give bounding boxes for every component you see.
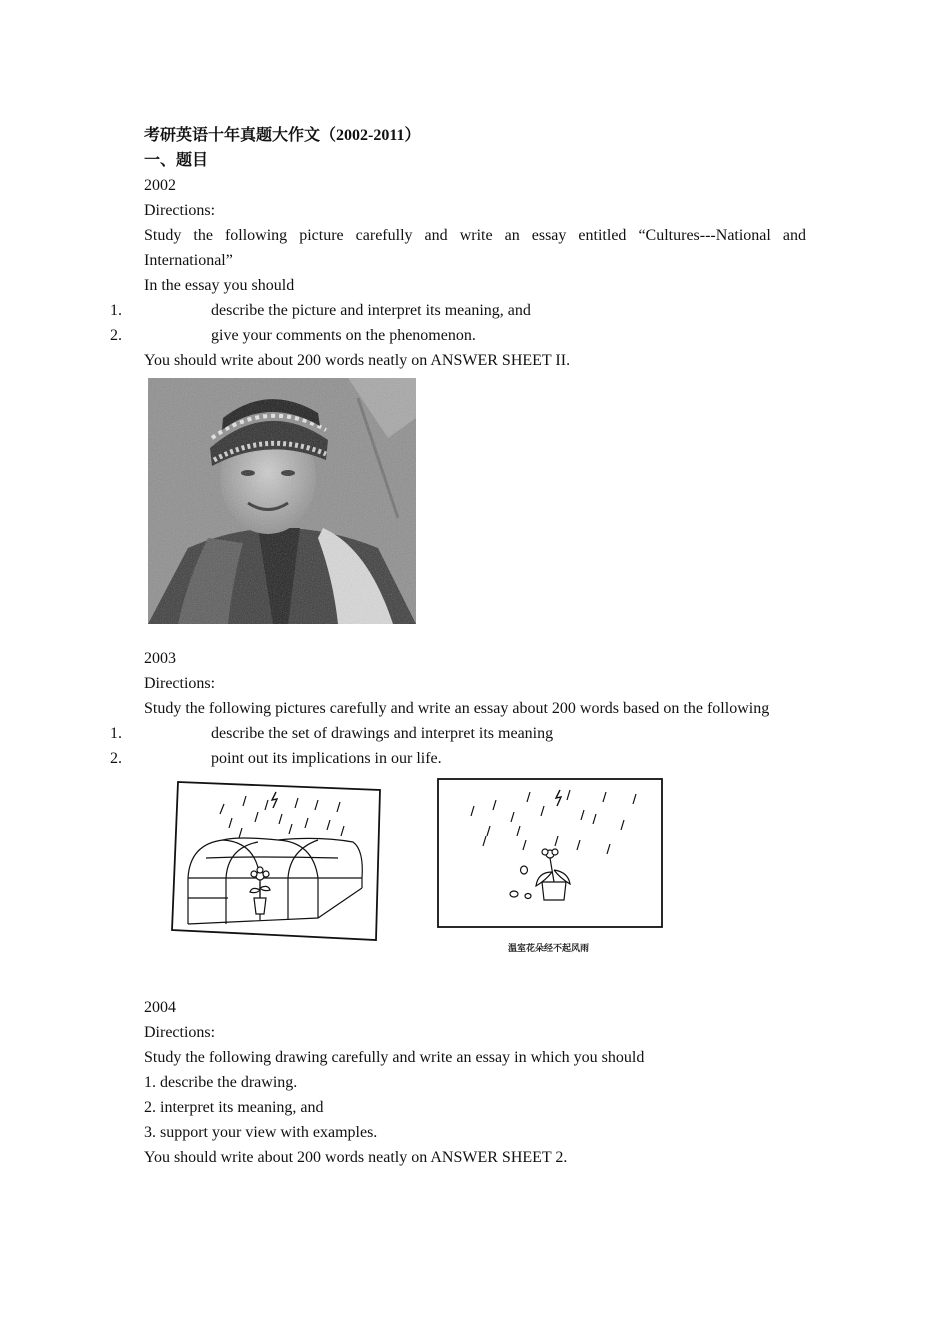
item-text: describe the set of drawings and interpret its meaning bbox=[211, 725, 554, 742]
rain-flower-drawing bbox=[434, 776, 666, 932]
list-item: 3. support your view with examples. bbox=[144, 1124, 378, 1141]
directions-2004: Directions: bbox=[144, 1024, 216, 1041]
footer-2004: You should write about 200 words neatly on ANSWER SHEET 2. bbox=[144, 1149, 568, 1166]
greenhouse-drawing bbox=[168, 778, 386, 944]
item-number: 2. bbox=[110, 327, 122, 344]
prompt-2002-line2: International” bbox=[144, 252, 233, 269]
item-text: describe the picture and interpret its meaning, and bbox=[211, 302, 531, 319]
document-title: 考研英语十年真题大作文（2002-2011） bbox=[144, 127, 421, 144]
footer-2002: You should write about 200 words neatly on ANSWER SHEET II. bbox=[144, 352, 571, 369]
item-text: point out its implications in our life. bbox=[211, 750, 442, 767]
list-item: 2. interpret its meaning, and bbox=[144, 1099, 324, 1116]
section-heading: 一、题目 bbox=[144, 152, 209, 169]
portrait-photo bbox=[148, 378, 416, 624]
prompt-2004: Study the following drawing carefully and write an essay in which you should bbox=[144, 1049, 645, 1066]
item-number: 2. bbox=[110, 750, 122, 767]
directions-2003: Directions: bbox=[144, 675, 216, 692]
intro-2002: In the essay you should bbox=[144, 277, 295, 294]
list-item: 1. describe the drawing. bbox=[144, 1074, 298, 1091]
item-text: give your comments on the phenomenon. bbox=[211, 327, 476, 344]
prompt-2003: Study the following pictures carefully and write an essay about 200 words based on the following bbox=[144, 700, 770, 717]
item-number: 1. bbox=[110, 302, 122, 319]
directions-2002: Directions: bbox=[144, 202, 216, 219]
year-2002: 2002 bbox=[144, 177, 176, 194]
drawing-caption: 温室花朵经不起风雨 bbox=[508, 944, 590, 954]
year-2004: 2004 bbox=[144, 999, 176, 1016]
item-number: 1. bbox=[110, 725, 122, 742]
prompt-2002-line1: Study the following picture carefully and write an essay entitled “Cultures---National and bbox=[144, 227, 806, 244]
year-2003: 2003 bbox=[144, 650, 176, 667]
